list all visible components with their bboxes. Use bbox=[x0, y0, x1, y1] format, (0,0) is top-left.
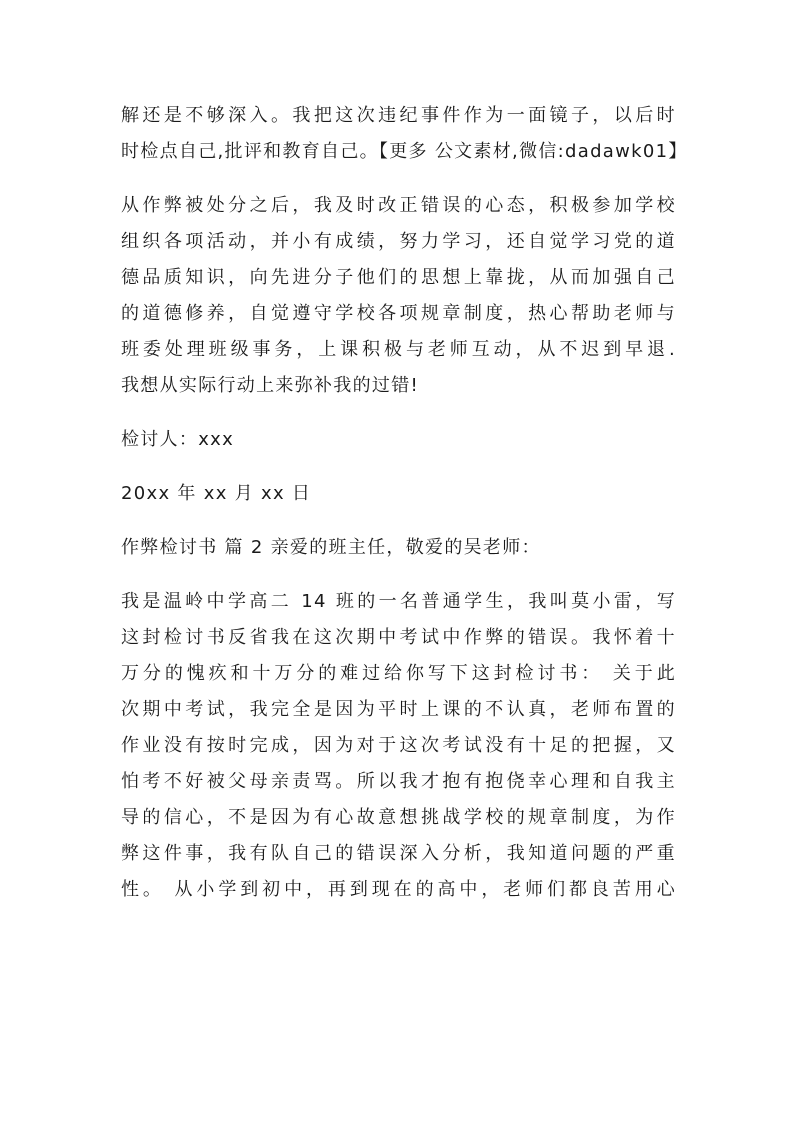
text-line: 班委处理班级事务，上课积极与老师互动，从不迟到早退. bbox=[121, 339, 676, 360]
signature-line bbox=[121, 422, 676, 458]
text-line: 作业没有按时完成，因为对于这次考试没有十足的把握，又 bbox=[121, 735, 676, 756]
text-line: 解还是不够深入。我把这次违纪事件作为一面镜子，以后时 bbox=[121, 105, 676, 126]
text-line: 我是温岭中学高二 14 班的一名普通学生，我叫莫小雷，写 bbox=[121, 591, 676, 612]
text-line: 组织各项活动，并小有成绩，努力学习，还自觉学习党的道 bbox=[121, 231, 676, 252]
text-line: 从作弊被处分之后，我及时改正错误的心态，积极参加学校 bbox=[121, 195, 676, 216]
text-line: 时检点自己,批评和教育自己。【更多 公文素材,微信:dadawk01】 bbox=[121, 141, 688, 162]
text-line: 弊这件事，我有队自己的错误深入分析，我知道问题的严重 bbox=[121, 843, 676, 864]
section-heading bbox=[121, 530, 676, 566]
text-line: 导的信心，不是因为有心故意想挑战学校的规章制度，为作 bbox=[121, 807, 676, 828]
paragraph-correction bbox=[121, 188, 676, 404]
date-line bbox=[121, 476, 676, 512]
text-line: 的道德修养，自觉遵守学校各项规章制度，热心帮助老师与 bbox=[121, 303, 676, 324]
text-line: 作弊检讨书 篇 2 亲爱的班主任，敬爱的吴老师： bbox=[121, 537, 541, 558]
text-line: 20xx 年 xx 月 xx 日 bbox=[121, 483, 312, 504]
paragraph-reflection-end bbox=[121, 98, 688, 170]
paragraph-confession bbox=[121, 584, 676, 908]
document-body bbox=[121, 98, 688, 908]
text-line: 这封检讨书反省我在这次期中考试中作弊的错误。我怀着十 bbox=[121, 627, 676, 648]
text-line: 我想从实际行动上来弥补我的过错! bbox=[121, 375, 420, 396]
text-line: 检讨人：xxx bbox=[121, 429, 235, 450]
text-line: 怕考不好被父母亲责骂。所以我才抱有抱侥幸心理和自我主 bbox=[121, 771, 676, 792]
text-line: 次期中考试，我完全是因为平时上课的不认真，老师布置的 bbox=[121, 699, 676, 720]
text-line: 性。 从小学到初中，再到现在的高中，老师们都良苦用心 bbox=[121, 879, 676, 900]
text-line: 万分的愧疚和十万分的难过给你写下这封检讨书： 关于此 bbox=[121, 663, 676, 684]
text-line: 德品质知识，向先进分子他们的思想上靠拢，从而加强自己 bbox=[121, 267, 676, 288]
